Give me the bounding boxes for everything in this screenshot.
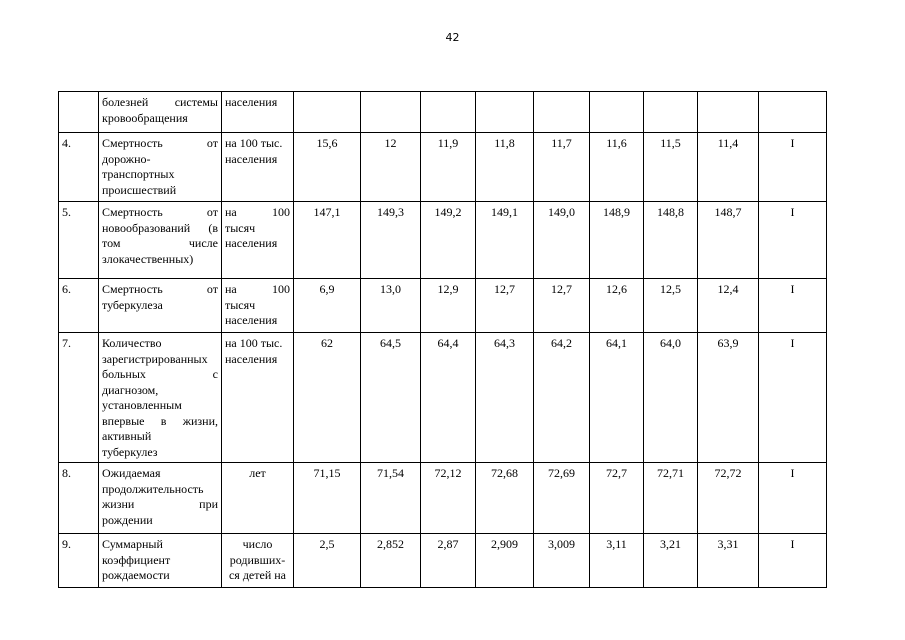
- indicator-name-line: происшествий: [102, 182, 177, 197]
- indicator-name-line: новообразований (в: [102, 220, 218, 235]
- source-marker: I: [790, 537, 795, 551]
- table-row: [59, 279, 827, 333]
- unit-line: тысяч: [225, 297, 256, 312]
- source-cell: [759, 279, 827, 333]
- indicator-name-line: том числе: [102, 236, 218, 250]
- value-cell-5: [534, 333, 590, 463]
- indicator-value: 13,0: [380, 282, 401, 296]
- row-number: 8.: [62, 466, 71, 480]
- indicator-value: 11,6: [606, 136, 627, 150]
- indicator-value: 2,87: [437, 537, 459, 551]
- unit-line: лет: [249, 466, 266, 480]
- value-cell-4: [476, 202, 534, 279]
- indicator-name-line: Ожидаемая: [102, 466, 161, 480]
- value-cell-8: [698, 333, 759, 463]
- unit-cell: [222, 333, 294, 463]
- value-cell-1: [294, 463, 361, 534]
- indicator-value: 62: [321, 336, 333, 350]
- value-cell-2: [361, 202, 421, 279]
- indicator-value: 11,4: [717, 136, 739, 150]
- indicator-name-cell: [99, 202, 222, 279]
- indicator-name-cell: [99, 92, 222, 133]
- unit-line: ся детей на: [228, 568, 287, 582]
- indicator-name-line: впервые в жизни,: [102, 413, 218, 428]
- indicator-value: 11,7: [551, 136, 572, 150]
- unit-line: на 100 тыс.: [225, 336, 283, 350]
- value-cell-1: [294, 133, 361, 202]
- value-cell-8: [698, 92, 759, 133]
- value-cell-4: [476, 133, 534, 202]
- indicator-name-line: туберкулеза: [102, 297, 163, 312]
- table-row: [59, 333, 827, 463]
- indicator-name-line: установленным: [102, 398, 182, 412]
- row-number: 4.: [62, 136, 71, 150]
- source-cell: [759, 202, 827, 279]
- indicator-name-line: диагнозом,: [102, 382, 159, 397]
- indicator-name-line: Смертность от: [102, 205, 218, 219]
- table-row: [59, 133, 827, 202]
- unit-line: на 100: [225, 282, 290, 296]
- value-cell-7: [644, 202, 698, 279]
- indicator-name-line: коэффициент: [102, 552, 171, 567]
- value-cell-5: [534, 133, 590, 202]
- value-cell-2: [361, 92, 421, 133]
- row-number-cell: [59, 463, 99, 534]
- indicator-value: 11,5: [660, 136, 681, 150]
- value-cell-4: [476, 279, 534, 333]
- value-cell-7: [644, 279, 698, 333]
- row-number-cell: [59, 534, 99, 588]
- value-cell-2: [361, 463, 421, 534]
- indicator-name-line: Смертность от: [102, 282, 218, 296]
- indicator-name-line: продолжительность: [102, 481, 204, 496]
- indicators-table: [58, 91, 827, 588]
- value-cell-5: [534, 202, 590, 279]
- source-marker: I: [790, 282, 795, 296]
- page-number: 42: [445, 31, 460, 44]
- value-cell-7: [644, 333, 698, 463]
- row-number: 9.: [62, 537, 71, 551]
- indicator-value: 12,9: [437, 282, 459, 296]
- row-number-cell: [59, 92, 99, 133]
- indicator-value: 72,72: [714, 466, 742, 480]
- value-cell-6: [590, 463, 644, 534]
- indicator-value: 72,7: [606, 466, 627, 480]
- value-cell-3: [421, 92, 476, 133]
- indicator-name-line: рождаемости: [102, 568, 170, 582]
- value-cell-6: [590, 534, 644, 588]
- row-number-cell: [59, 333, 99, 463]
- indicator-name-line: рождении: [102, 512, 153, 527]
- source-marker: I: [790, 205, 795, 219]
- value-cell-1: [294, 202, 361, 279]
- indicator-name-line: зарегистрированных: [102, 351, 208, 366]
- indicator-name-cell: [99, 279, 222, 333]
- indicator-value: 2,852: [377, 537, 404, 551]
- value-cell-6: [590, 202, 644, 279]
- unit-line: населения: [225, 95, 278, 109]
- value-cell-7: [644, 92, 698, 133]
- value-cell-3: [421, 534, 476, 588]
- value-cell-8: [698, 202, 759, 279]
- value-cell-3: [421, 133, 476, 202]
- indicator-value: 11,8: [494, 136, 515, 150]
- unit-line: родивших-: [229, 552, 286, 567]
- indicator-value: 149,3: [377, 205, 404, 219]
- indicator-value: 72,68: [491, 466, 518, 480]
- indicator-value: 12,6: [606, 282, 627, 296]
- source-cell: [759, 92, 827, 133]
- row-number: 5.: [62, 205, 71, 219]
- value-cell-6: [590, 133, 644, 202]
- indicator-name-cell: [99, 463, 222, 534]
- indicator-value: 63,9: [717, 336, 739, 350]
- indicator-name-line: Количество: [102, 336, 162, 350]
- value-cell-8: [698, 534, 759, 588]
- unit-cell: [222, 279, 294, 333]
- indicator-value: 3,31: [717, 537, 739, 551]
- value-cell-5: [534, 92, 590, 133]
- table-row: [59, 202, 827, 279]
- value-cell-2: [361, 333, 421, 463]
- source-marker: I: [790, 136, 795, 150]
- indicator-value: 12,7: [551, 282, 572, 296]
- value-cell-5: [534, 463, 590, 534]
- value-cell-6: [590, 279, 644, 333]
- row-number-cell: [59, 202, 99, 279]
- value-cell-6: [590, 333, 644, 463]
- unit-line: тысяч: [225, 220, 256, 235]
- value-cell-2: [361, 133, 421, 202]
- value-cell-4: [476, 92, 534, 133]
- indicator-value: 71,15: [313, 466, 341, 480]
- indicator-value: 12,4: [717, 282, 739, 296]
- indicator-value: 64,2: [551, 336, 572, 350]
- table-row: [59, 534, 827, 588]
- value-cell-1: [294, 534, 361, 588]
- source-cell: [759, 133, 827, 202]
- indicator-value: 149,2: [434, 205, 462, 219]
- indicator-value: 148,7: [714, 205, 742, 219]
- row-number-cell: [59, 279, 99, 333]
- indicator-name-cell: [99, 534, 222, 588]
- indicator-name-line: кровообращения: [102, 110, 188, 125]
- indicator-value: 64,0: [660, 336, 681, 350]
- indicator-value: 148,8: [657, 205, 684, 219]
- value-cell-4: [476, 534, 534, 588]
- indicator-name-line: активный: [102, 429, 152, 443]
- unit-cell: [222, 92, 294, 133]
- indicator-name-line: больных с: [102, 367, 218, 381]
- source-cell: [759, 534, 827, 588]
- value-cell-2: [361, 534, 421, 588]
- value-cell-4: [476, 333, 534, 463]
- indicator-value: 3,009: [548, 537, 575, 551]
- indicator-value: 64,1: [606, 336, 627, 350]
- value-cell-7: [644, 463, 698, 534]
- row-number: 7.: [62, 336, 71, 350]
- source-cell: [759, 333, 827, 463]
- indicator-value: 72,71: [657, 466, 684, 480]
- value-cell-2: [361, 279, 421, 333]
- indicator-value: 149,0: [548, 205, 575, 219]
- value-cell-1: [294, 333, 361, 463]
- unit-cell: [222, 463, 294, 534]
- value-cell-7: [644, 534, 698, 588]
- unit-cell: [222, 133, 294, 202]
- row-number: 6.: [62, 282, 71, 296]
- indicator-name-line: дорожно-: [102, 151, 151, 166]
- indicator-value: 149,1: [491, 205, 518, 219]
- indicator-value: 6,9: [319, 282, 335, 296]
- indicator-value: 12,5: [660, 282, 681, 296]
- value-cell-4: [476, 463, 534, 534]
- unit-cell: [222, 202, 294, 279]
- indicator-value: 71,54: [377, 466, 404, 480]
- indicator-value: 3,11: [606, 537, 627, 551]
- indicator-value: 72,12: [434, 466, 462, 480]
- value-cell-8: [698, 279, 759, 333]
- indicator-value: 148,9: [603, 205, 630, 219]
- indicator-value: 147,1: [313, 205, 341, 219]
- row-number-cell: [59, 133, 99, 202]
- unit-line: на 100 тыс.: [225, 136, 283, 150]
- unit-line: населения: [225, 151, 278, 166]
- indicator-value: 64,4: [437, 336, 459, 350]
- value-cell-1: [294, 92, 361, 133]
- source-cell: [759, 463, 827, 534]
- source-marker: I: [790, 336, 795, 350]
- indicator-value: 12,7: [494, 282, 515, 296]
- indicator-value: 64,3: [494, 336, 515, 350]
- indicator-name-line: болезней системы: [102, 95, 218, 109]
- unit-line: на 100: [225, 205, 290, 219]
- value-cell-3: [421, 202, 476, 279]
- indicator-name-cell: [99, 133, 222, 202]
- unit-line: населения: [225, 236, 278, 250]
- value-cell-3: [421, 463, 476, 534]
- indicator-value: 3,21: [660, 537, 681, 551]
- indicator-name-line: Смертность от: [102, 136, 218, 150]
- source-marker: I: [790, 466, 795, 480]
- value-cell-8: [698, 463, 759, 534]
- indicator-value: 72,69: [548, 466, 575, 480]
- table-row: [59, 463, 827, 534]
- indicator-value: 2,5: [319, 537, 335, 551]
- value-cell-5: [534, 279, 590, 333]
- indicator-value: 64,5: [380, 336, 401, 350]
- indicator-value: 11,9: [437, 136, 459, 150]
- unit-line: населения: [225, 313, 278, 327]
- table-row: [59, 92, 827, 133]
- value-cell-1: [294, 279, 361, 333]
- indicator-name-line: злокачественных): [102, 251, 194, 266]
- unit-line: населения: [225, 351, 278, 366]
- value-cell-7: [644, 133, 698, 202]
- indicator-name-line: туберкулез: [102, 444, 158, 459]
- indicator-value: 15,6: [316, 136, 338, 150]
- value-cell-5: [534, 534, 590, 588]
- indicator-name-line: жизни при: [102, 497, 218, 511]
- indicator-value: 2,909: [491, 537, 518, 551]
- unit-cell: [222, 534, 294, 588]
- indicator-name-line: транспортных: [102, 167, 175, 181]
- indicator-name-line: Суммарный: [102, 537, 163, 551]
- value-cell-8: [698, 133, 759, 202]
- indicator-name-cell: [99, 333, 222, 463]
- indicator-value: 12: [384, 136, 397, 150]
- value-cell-6: [590, 92, 644, 133]
- value-cell-3: [421, 279, 476, 333]
- unit-line: число: [242, 537, 273, 551]
- value-cell-3: [421, 333, 476, 463]
